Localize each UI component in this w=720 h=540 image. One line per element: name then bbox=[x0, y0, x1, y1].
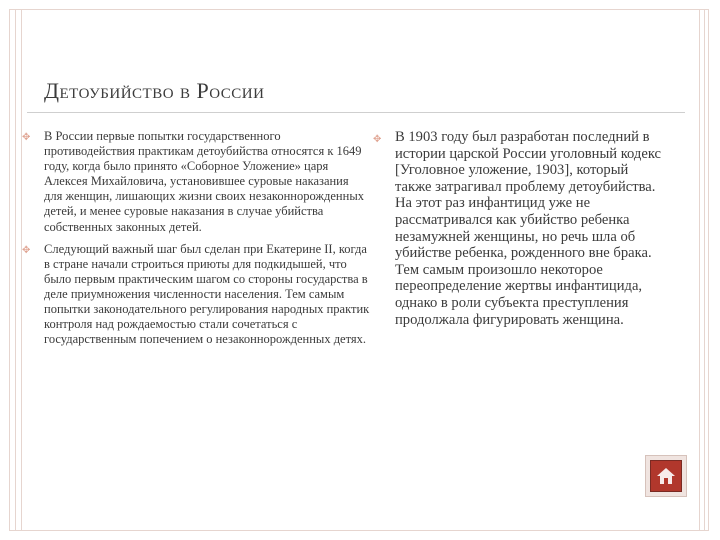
home-icon bbox=[650, 460, 682, 492]
home-button[interactable] bbox=[645, 455, 687, 497]
bullet-item bbox=[373, 129, 663, 328]
bullet-text: Следующий важный шаг был сделан при Екатерине II, когда в стране начали строиться приюты для подкидышей, что было первым практическим шагом со стороны государства в деле приумножения численности населения. Тем самым попытки законодательного регулирования народных практик контроля над рождаемостью стали сочетаться с государственным попечением о незаконнорожденных детях. bbox=[44, 241, 370, 347]
bullet-text: В России первые попытки государственного противодействия практикам детоубийства относятся к 1649 году, когда было принято «Соборное Уложение» царя Алексея Михайловича, установившее суровые наказания для женщин, лишающих жизни своих незаконнорожденных детей, и менее суровые наказания в случае убийства собственных законных детей. bbox=[44, 129, 364, 234]
diamond-bullet-icon: ✥ bbox=[22, 132, 31, 143]
decorative-line bbox=[704, 9, 705, 531]
right-column bbox=[373, 129, 663, 328]
decorative-line bbox=[699, 9, 700, 531]
title-divider bbox=[27, 112, 685, 113]
diamond-bullet-icon: ✥ bbox=[373, 134, 382, 145]
left-column bbox=[22, 129, 370, 354]
bullet-item bbox=[22, 129, 370, 235]
diamond-bullet-icon: ✥ bbox=[22, 244, 31, 256]
decorative-line bbox=[15, 9, 16, 531]
bullet-text: В 1903 году был разработан последний в истории царской России уголовный кодекс [Уголовное уложение, 1903], который также затрагивал проблему детоубийства. На этот раз инфантицид уже не рассматривался как убийство ребенка незамужней женщины, но речь шла об убийстве ребенка, рожденного вне брака. Тем самым произошло некоторое переопределение жертвы инфантицида, однако в роли субъекта преступления продолжала фигурировать женщина. bbox=[395, 129, 662, 328]
slide-title: Детоубийство в России bbox=[44, 78, 265, 103]
bullet-item bbox=[22, 242, 370, 348]
